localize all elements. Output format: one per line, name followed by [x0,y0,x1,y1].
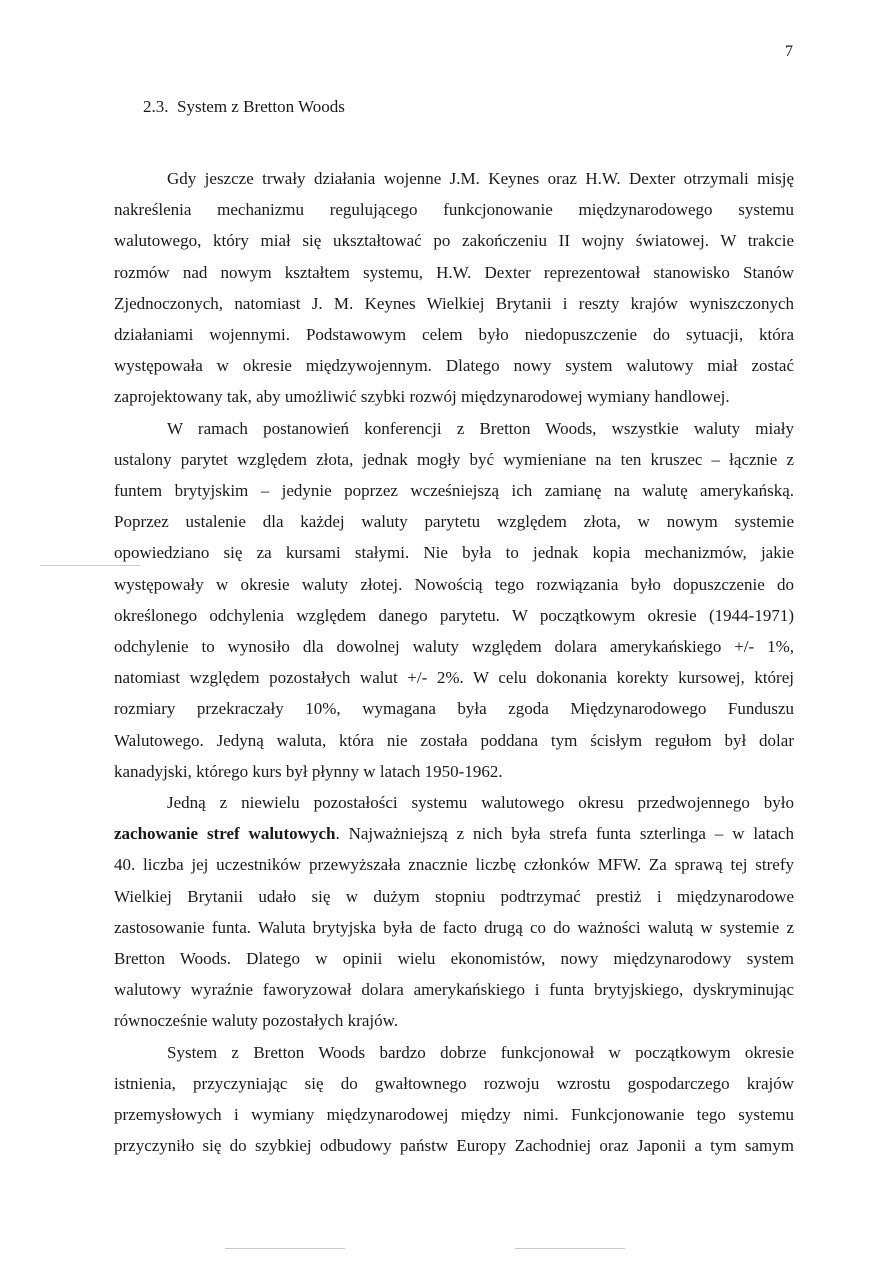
text-line: Gdy jeszcze trwały działania wojenne J.M. Keynes oraz H.W. Dexter otrzymali misję [167,169,794,188]
text-line: Zjednoczonych, natomiast J. M. Keynes Wielkiej Brytanii i reszty krajów wyniszczonych [114,293,794,313]
paragraph-4 [114,1037,794,1162]
text-line: funtem brytyjskim – jedynie poprzez wcześniejszą ich zamianę na walutę amerykańską. [114,481,794,501]
text-line: Bretton Woods. Dlatego w opinii wielu ekonomistów, nowy międzynarodowy system [114,949,794,969]
paragraph-1 [114,163,794,413]
text-line: przyczyniło się do szybkiej odbudowy państw Europy Zachodniej oraz Japonii a tym samym [114,1136,794,1156]
text-line: występowały w okresie waluty złotej. Nowością tego rozwiązania było dopuszczenie do [114,574,794,594]
text-line: ustalony parytet względem złota, jednak mogły być wymieniane na ten kruszec – łącznie z [114,449,794,469]
text-line: Wielkiej Brytanii udało się w dużym stopniu podtrzymać prestiż i międzynarodowe [114,886,794,906]
text-line: przemysłowych i wymiany międzynarodowej między nimi. Funkcjonowanie tego systemu [114,1105,794,1125]
text-line: równocześnie waluty pozostałych krajów. [114,1011,399,1031]
section-number: 2.3. [143,97,169,116]
text-line: określonego odchylenia względem danego parytetu. W początkowym okresie (1944-1971) [114,605,794,625]
paragraph-3 [114,787,794,1037]
section-heading [143,97,345,117]
text-line: kanadyjski, którego kurs był płynny w latach 1950-1962. [114,761,503,781]
text-line: zastosowanie funta. Waluta brytyjska była de facto drugą co do ważności walutą w systemie z [114,917,794,937]
text-line: zaprojektowany tak, aby umożliwić szybki rozwój międzynarodowej wymiany handlowej. [114,387,730,407]
paragraph-2 [114,413,794,787]
text-line: nakreślenia mechanizmu regulującego funkcjonowanie międzynarodowego systemu [114,200,794,220]
scan-artifact [225,1248,345,1249]
text-line: W ramach postanowień konferencji z Bretton Woods, wszystkie waluty miały [167,418,794,438]
text-line: istnienia, przyczyniając się do gwałtownego rozwoju wzrostu gospodarczego krajów [114,1073,794,1093]
scan-artifact [40,565,140,566]
text-line: Jedną z niewielu pozostałości systemu walutowego okresu przedwojennego było [167,793,794,813]
page-number: 7 [785,43,793,60]
text-line: System z Bretton Woods bardzo dobrze funkcjonował w początkowym okresie [167,1042,794,1062]
text-line: natomiast względem pozostałych walut +/- 2%. W celu dokonania korekty kursowej, której [114,668,794,688]
text-line: rozmów nad nowym kształtem systemu, H.W. Dexter reprezentował stanowisko Stanów [114,262,794,282]
text-line [114,818,794,849]
text-line: Poprzez ustalenie dla każdej waluty parytetu względem złota, w nowym systemie [114,512,794,532]
text-line: odchylenie to wynosiło dla dowolnej waluty względem dolara amerykańskiego +/- 1%, [114,637,794,657]
bold-phrase: zachowanie stref walutowych [114,824,336,844]
text-line: rozmiary przekraczały 10%, wymagana była zgoda Międzynarodowego Funduszu [114,699,794,719]
text-line: 40. liczba jej uczestników przewyższała znacznie liczbę członków MFW. Za sprawą tej strefy [114,855,794,875]
text-run: . Najważniejszą z nich była strefa funta szterlinga – w latach [335,824,794,844]
text-line: walutowy wyraźnie faworyzował dolara amerykańskiego i funta brytyjskiego, dyskryminując [114,980,794,1000]
text-line: działaniami wojennymi. Podstawowym celem było niedopuszczenie do sytuacji, która [114,325,794,345]
scan-artifact [515,1248,625,1249]
text-line: walutowego, który miał się ukształtować po zakończeniu II wojny światowej. W trakcie [114,231,794,251]
section-title: System z Bretton Woods [177,97,345,116]
text-line: występowała w okresie międzywojennym. Dlatego nowy system walutowy miał zostać [114,356,794,376]
text-line: opowiedziano się za kursami stałymi. Nie była to jednak kopia mechanizmów, jakie [114,543,794,563]
body-text [114,163,794,1162]
text-line: Walutowego. Jedyną waluta, która nie została poddana tym ścisłym regułom był dolar [114,730,794,750]
